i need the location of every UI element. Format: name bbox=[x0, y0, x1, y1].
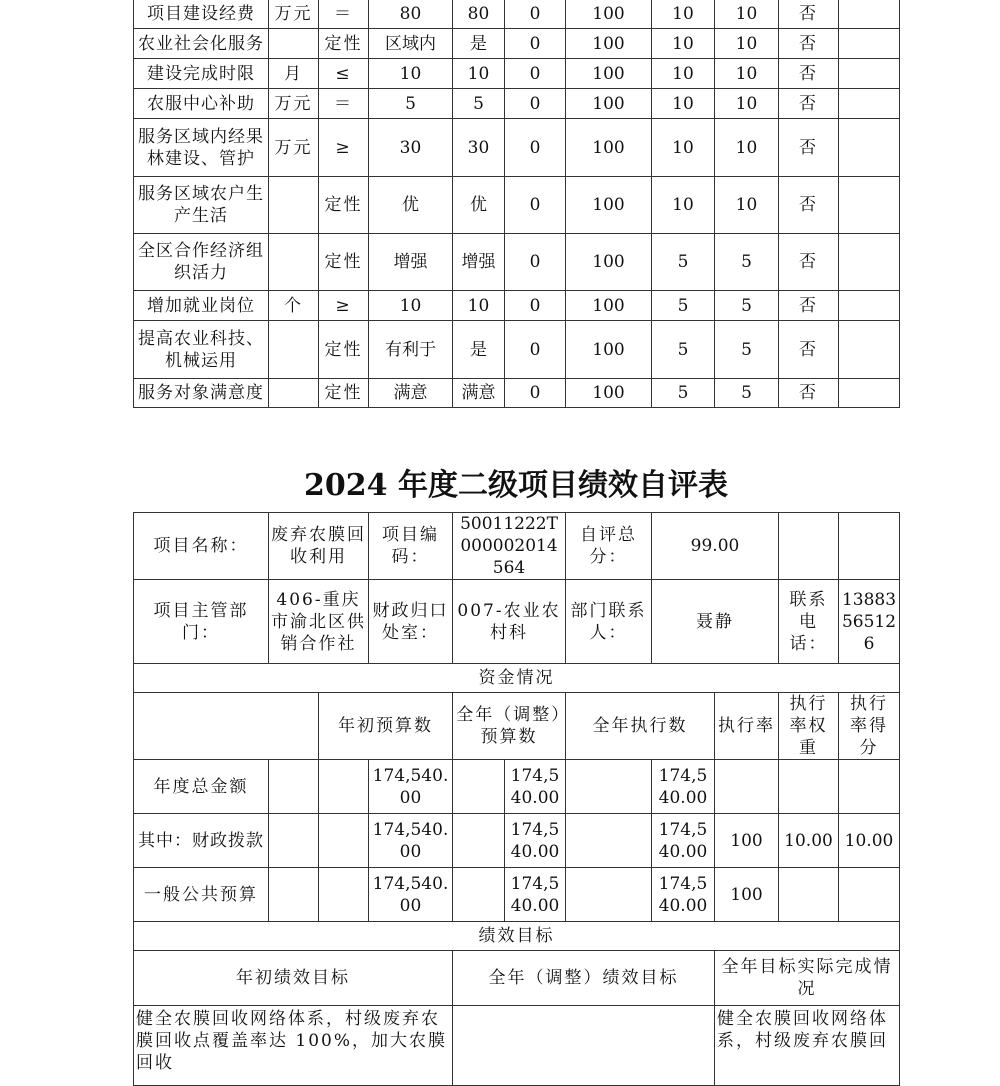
deviation-cell: 0 bbox=[505, 234, 566, 291]
completion-rate-cell: 100 bbox=[566, 234, 652, 291]
indicator-row bbox=[134, 29, 900, 59]
contact-label: 部门联系人： bbox=[566, 580, 652, 664]
empty-cell bbox=[134, 693, 319, 760]
phone-label: 联系电话： bbox=[779, 580, 839, 664]
indicator-row bbox=[134, 321, 900, 379]
completion-rate-cell: 100 bbox=[566, 119, 652, 177]
deviation-flag-cell: 否 bbox=[779, 177, 839, 234]
project-code-value: 50011222T000002014564 bbox=[453, 513, 566, 580]
weight-cell: 10 bbox=[652, 0, 715, 29]
funds-row-label: 年度总金额 bbox=[134, 760, 269, 814]
empty-cell bbox=[319, 814, 369, 868]
weight-cell: 5 bbox=[652, 234, 715, 291]
initial-goal-header: 年初绩效目标 bbox=[134, 951, 453, 1006]
unit-cell: 月 bbox=[269, 59, 319, 89]
funds-section-heading: 资金情况 bbox=[134, 664, 900, 693]
weight-cell: 10 bbox=[652, 59, 715, 89]
remark-cell bbox=[839, 321, 900, 379]
weight-cell: 10 bbox=[652, 177, 715, 234]
actual-value-cell: 80 bbox=[453, 0, 505, 29]
indicator-name-cell: 服务区域内经果林建设、管护 bbox=[134, 119, 269, 177]
empty-cell bbox=[566, 868, 652, 922]
goals-section-heading: 绩效目标 bbox=[134, 922, 900, 951]
actual-value-cell: 是 bbox=[453, 29, 505, 59]
rate-weight-value bbox=[779, 760, 839, 814]
empty-cell bbox=[269, 868, 319, 922]
funds-row-label: 一般公共预算 bbox=[134, 868, 269, 922]
actual-value-cell: 增强 bbox=[453, 234, 505, 291]
project-name-row bbox=[134, 513, 900, 580]
remark-cell bbox=[839, 291, 900, 321]
operator-cell: ＝ bbox=[319, 89, 369, 119]
adjusted-budget-header: 全年（调整）预算数 bbox=[453, 693, 566, 760]
indicator-name-cell: 农业社会化服务 bbox=[134, 29, 269, 59]
operator-cell: 定性 bbox=[319, 321, 369, 379]
indicator-row bbox=[134, 59, 900, 89]
page-title: 2024 年度二级项目绩效自评表 bbox=[304, 468, 728, 503]
rate-score-header: 执行率得分 bbox=[839, 693, 900, 760]
initial-budget-header: 年初预算数 bbox=[319, 693, 453, 760]
completion-rate-cell: 100 bbox=[566, 0, 652, 29]
actual-goal-header: 全年目标实际完成情况 bbox=[715, 951, 900, 1006]
deviation-cell: 0 bbox=[505, 0, 566, 29]
deviation-flag-cell: 否 bbox=[779, 0, 839, 29]
executed-value: 174,540.00 bbox=[652, 760, 715, 814]
execution-rate-value: 100 bbox=[715, 868, 779, 922]
actual-value-cell: 是 bbox=[453, 321, 505, 379]
initial-budget-value: 174,540.00 bbox=[369, 814, 453, 868]
operator-cell: ≤ bbox=[319, 59, 369, 89]
operator-cell: ＝ bbox=[319, 0, 369, 29]
score-cell: 10 bbox=[715, 0, 779, 29]
indicator-row bbox=[134, 89, 900, 119]
deviation-cell: 0 bbox=[505, 379, 566, 408]
completion-rate-cell: 100 bbox=[566, 89, 652, 119]
project-name-value: 废弃农膜回收利用 bbox=[269, 513, 369, 580]
score-cell: 10 bbox=[715, 89, 779, 119]
rate-weight-value bbox=[779, 868, 839, 922]
deviation-cell: 0 bbox=[505, 119, 566, 177]
dept-value: 406-重庆市渝北区供销合作社 bbox=[269, 580, 369, 664]
empty-cell bbox=[319, 760, 369, 814]
weight-cell: 10 bbox=[652, 29, 715, 59]
project-name-label: 项目名称： bbox=[134, 513, 269, 580]
executed-header: 全年执行数 bbox=[566, 693, 715, 760]
actual-value-cell: 满意 bbox=[453, 379, 505, 408]
finance-value: 007-农业农村科 bbox=[453, 580, 566, 664]
execution-rate-value: 100 bbox=[715, 814, 779, 868]
empty-cell bbox=[453, 760, 505, 814]
deviation-flag-cell: 否 bbox=[779, 89, 839, 119]
deviation-flag-cell: 否 bbox=[779, 321, 839, 379]
score-cell: 5 bbox=[715, 379, 779, 408]
executed-value: 174,540.00 bbox=[652, 814, 715, 868]
indicator-row bbox=[134, 177, 900, 234]
adjusted-budget-value: 174,540.00 bbox=[505, 814, 566, 868]
indicator-row bbox=[134, 379, 900, 408]
target-value-cell: 5 bbox=[369, 89, 453, 119]
empty-cell bbox=[839, 513, 900, 580]
unit-cell bbox=[269, 379, 319, 408]
deviation-cell: 0 bbox=[505, 291, 566, 321]
score-label: 自评总分： bbox=[566, 513, 652, 580]
adjusted-budget-value: 174,540.00 bbox=[505, 868, 566, 922]
deviation-flag-cell: 否 bbox=[779, 59, 839, 89]
deviation-cell: 0 bbox=[505, 321, 566, 379]
empty-cell bbox=[566, 814, 652, 868]
completion-rate-cell: 100 bbox=[566, 177, 652, 234]
target-value-cell: 10 bbox=[369, 291, 453, 321]
completion-rate-cell: 100 bbox=[566, 59, 652, 89]
goals-content-row bbox=[134, 1006, 900, 1086]
finance-label: 财政归口处室： bbox=[369, 580, 453, 664]
goals-section-row bbox=[134, 922, 900, 951]
deviation-cell: 0 bbox=[505, 59, 566, 89]
target-value-cell: 30 bbox=[369, 119, 453, 177]
empty-cell bbox=[269, 814, 319, 868]
remark-cell bbox=[839, 177, 900, 234]
unit-cell: 万元 bbox=[269, 119, 319, 177]
indicator-name-cell: 服务区域农户生产生活 bbox=[134, 177, 269, 234]
actual-goal-text: 健全农膜回收网络体系，村级废弃农膜回 bbox=[715, 1006, 900, 1086]
target-value-cell: 有利于 bbox=[369, 321, 453, 379]
score-cell: 5 bbox=[715, 291, 779, 321]
completion-rate-cell: 100 bbox=[566, 321, 652, 379]
score-cell: 5 bbox=[715, 234, 779, 291]
weight-cell: 10 bbox=[652, 89, 715, 119]
rate-score-value: 10.00 bbox=[839, 814, 900, 868]
initial-goal-text: 健全农膜回收网络体系，村级废弃农膜回收点覆盖率达 100%，加大农膜回收 bbox=[134, 1006, 453, 1086]
funds-header-row bbox=[134, 693, 900, 760]
remark-cell bbox=[839, 379, 900, 408]
contact-value: 聂静 bbox=[652, 580, 779, 664]
completion-rate-cell: 100 bbox=[566, 291, 652, 321]
rate-weight-value: 10.00 bbox=[779, 814, 839, 868]
score-cell: 10 bbox=[715, 119, 779, 177]
indicator-row bbox=[134, 119, 900, 177]
empty-cell bbox=[779, 513, 839, 580]
completion-rate-cell: 100 bbox=[566, 29, 652, 59]
remark-cell bbox=[839, 119, 900, 177]
unit-cell bbox=[269, 177, 319, 234]
execution-rate-value bbox=[715, 760, 779, 814]
unit-cell bbox=[269, 321, 319, 379]
deviation-flag-cell: 否 bbox=[779, 29, 839, 59]
completion-rate-cell: 100 bbox=[566, 379, 652, 408]
deviation-cell: 0 bbox=[505, 177, 566, 234]
deviation-flag-cell: 否 bbox=[779, 119, 839, 177]
target-value-cell: 满意 bbox=[369, 379, 453, 408]
weight-cell: 10 bbox=[652, 119, 715, 177]
deviation-flag-cell: 否 bbox=[779, 234, 839, 291]
adjusted-goal-text bbox=[453, 1006, 715, 1086]
indicator-name-cell: 建设完成时限 bbox=[134, 59, 269, 89]
operator-cell: 定性 bbox=[319, 234, 369, 291]
target-value-cell: 增强 bbox=[369, 234, 453, 291]
target-value-cell: 优 bbox=[369, 177, 453, 234]
funds-section-row bbox=[134, 664, 900, 693]
rate-score-value bbox=[839, 760, 900, 814]
empty-cell bbox=[453, 814, 505, 868]
goals-header-row bbox=[134, 951, 900, 1006]
score-cell: 10 bbox=[715, 177, 779, 234]
rate-score-value bbox=[839, 868, 900, 922]
remark-cell bbox=[839, 59, 900, 89]
unit-cell: 万元 bbox=[269, 89, 319, 119]
score-cell: 5 bbox=[715, 321, 779, 379]
actual-value-cell: 优 bbox=[453, 177, 505, 234]
remark-cell bbox=[839, 0, 900, 29]
execution-rate-header: 执行率 bbox=[715, 693, 779, 760]
indicator-name-cell: 提高农业科技、机械运用 bbox=[134, 321, 269, 379]
remark-cell bbox=[839, 234, 900, 291]
weight-cell: 5 bbox=[652, 379, 715, 408]
actual-value-cell: 5 bbox=[453, 89, 505, 119]
unit-cell: 万元 bbox=[269, 0, 319, 29]
unit-cell bbox=[269, 29, 319, 59]
indicator-row bbox=[134, 234, 900, 291]
actual-value-cell: 10 bbox=[453, 59, 505, 89]
empty-cell bbox=[566, 760, 652, 814]
remark-cell bbox=[839, 89, 900, 119]
indicator-name-cell: 农服中心补助 bbox=[134, 89, 269, 119]
evaluation-table bbox=[133, 512, 900, 1086]
initial-budget-value: 174,540.00 bbox=[369, 868, 453, 922]
department-row bbox=[134, 580, 900, 664]
deviation-flag-cell: 否 bbox=[779, 379, 839, 408]
score-value: 99.00 bbox=[652, 513, 779, 580]
indicator-name-cell: 增加就业岗位 bbox=[134, 291, 269, 321]
empty-cell bbox=[269, 760, 319, 814]
empty-cell bbox=[453, 868, 505, 922]
actual-value-cell: 10 bbox=[453, 291, 505, 321]
operator-cell: 定性 bbox=[319, 177, 369, 234]
funds-row-label: 其中：财政拨款 bbox=[134, 814, 269, 868]
project-code-label: 项目编码： bbox=[369, 513, 453, 580]
dept-label: 项目主管部门： bbox=[134, 580, 269, 664]
deviation-flag-cell: 否 bbox=[779, 291, 839, 321]
deviation-cell: 0 bbox=[505, 89, 566, 119]
indicator-row bbox=[134, 291, 900, 321]
unit-cell: 个 bbox=[269, 291, 319, 321]
executed-value: 174,540.00 bbox=[652, 868, 715, 922]
score-cell: 10 bbox=[715, 29, 779, 59]
operator-cell: ≥ bbox=[319, 119, 369, 177]
weight-cell: 5 bbox=[652, 291, 715, 321]
actual-value-cell: 30 bbox=[453, 119, 505, 177]
adjusted-goal-header: 全年（调整）绩效目标 bbox=[453, 951, 715, 1006]
indicator-name-cell: 服务对象满意度 bbox=[134, 379, 269, 408]
deviation-cell: 0 bbox=[505, 29, 566, 59]
remark-cell bbox=[839, 29, 900, 59]
indicator-row bbox=[134, 0, 900, 29]
operator-cell: 定性 bbox=[319, 29, 369, 59]
funds-row bbox=[134, 814, 900, 868]
funds-row bbox=[134, 868, 900, 922]
indicator-name-cell: 项目建设经费 bbox=[134, 0, 269, 29]
funds-row bbox=[134, 760, 900, 814]
phone-value: 13883565126 bbox=[839, 580, 900, 664]
indicator-name-cell: 全区合作经济组织活力 bbox=[134, 234, 269, 291]
adjusted-budget-value: 174,540.00 bbox=[505, 760, 566, 814]
target-value-cell: 10 bbox=[369, 59, 453, 89]
target-value-cell: 80 bbox=[369, 0, 453, 29]
operator-cell: ≥ bbox=[319, 291, 369, 321]
score-cell: 10 bbox=[715, 59, 779, 89]
weight-cell: 5 bbox=[652, 321, 715, 379]
empty-cell bbox=[319, 868, 369, 922]
unit-cell bbox=[269, 234, 319, 291]
initial-budget-value: 174,540.00 bbox=[369, 760, 453, 814]
rate-weight-header: 执行率权重 bbox=[779, 693, 839, 760]
operator-cell: 定性 bbox=[319, 379, 369, 408]
indicator-table bbox=[133, 0, 900, 408]
target-value-cell: 区域内 bbox=[369, 29, 453, 59]
